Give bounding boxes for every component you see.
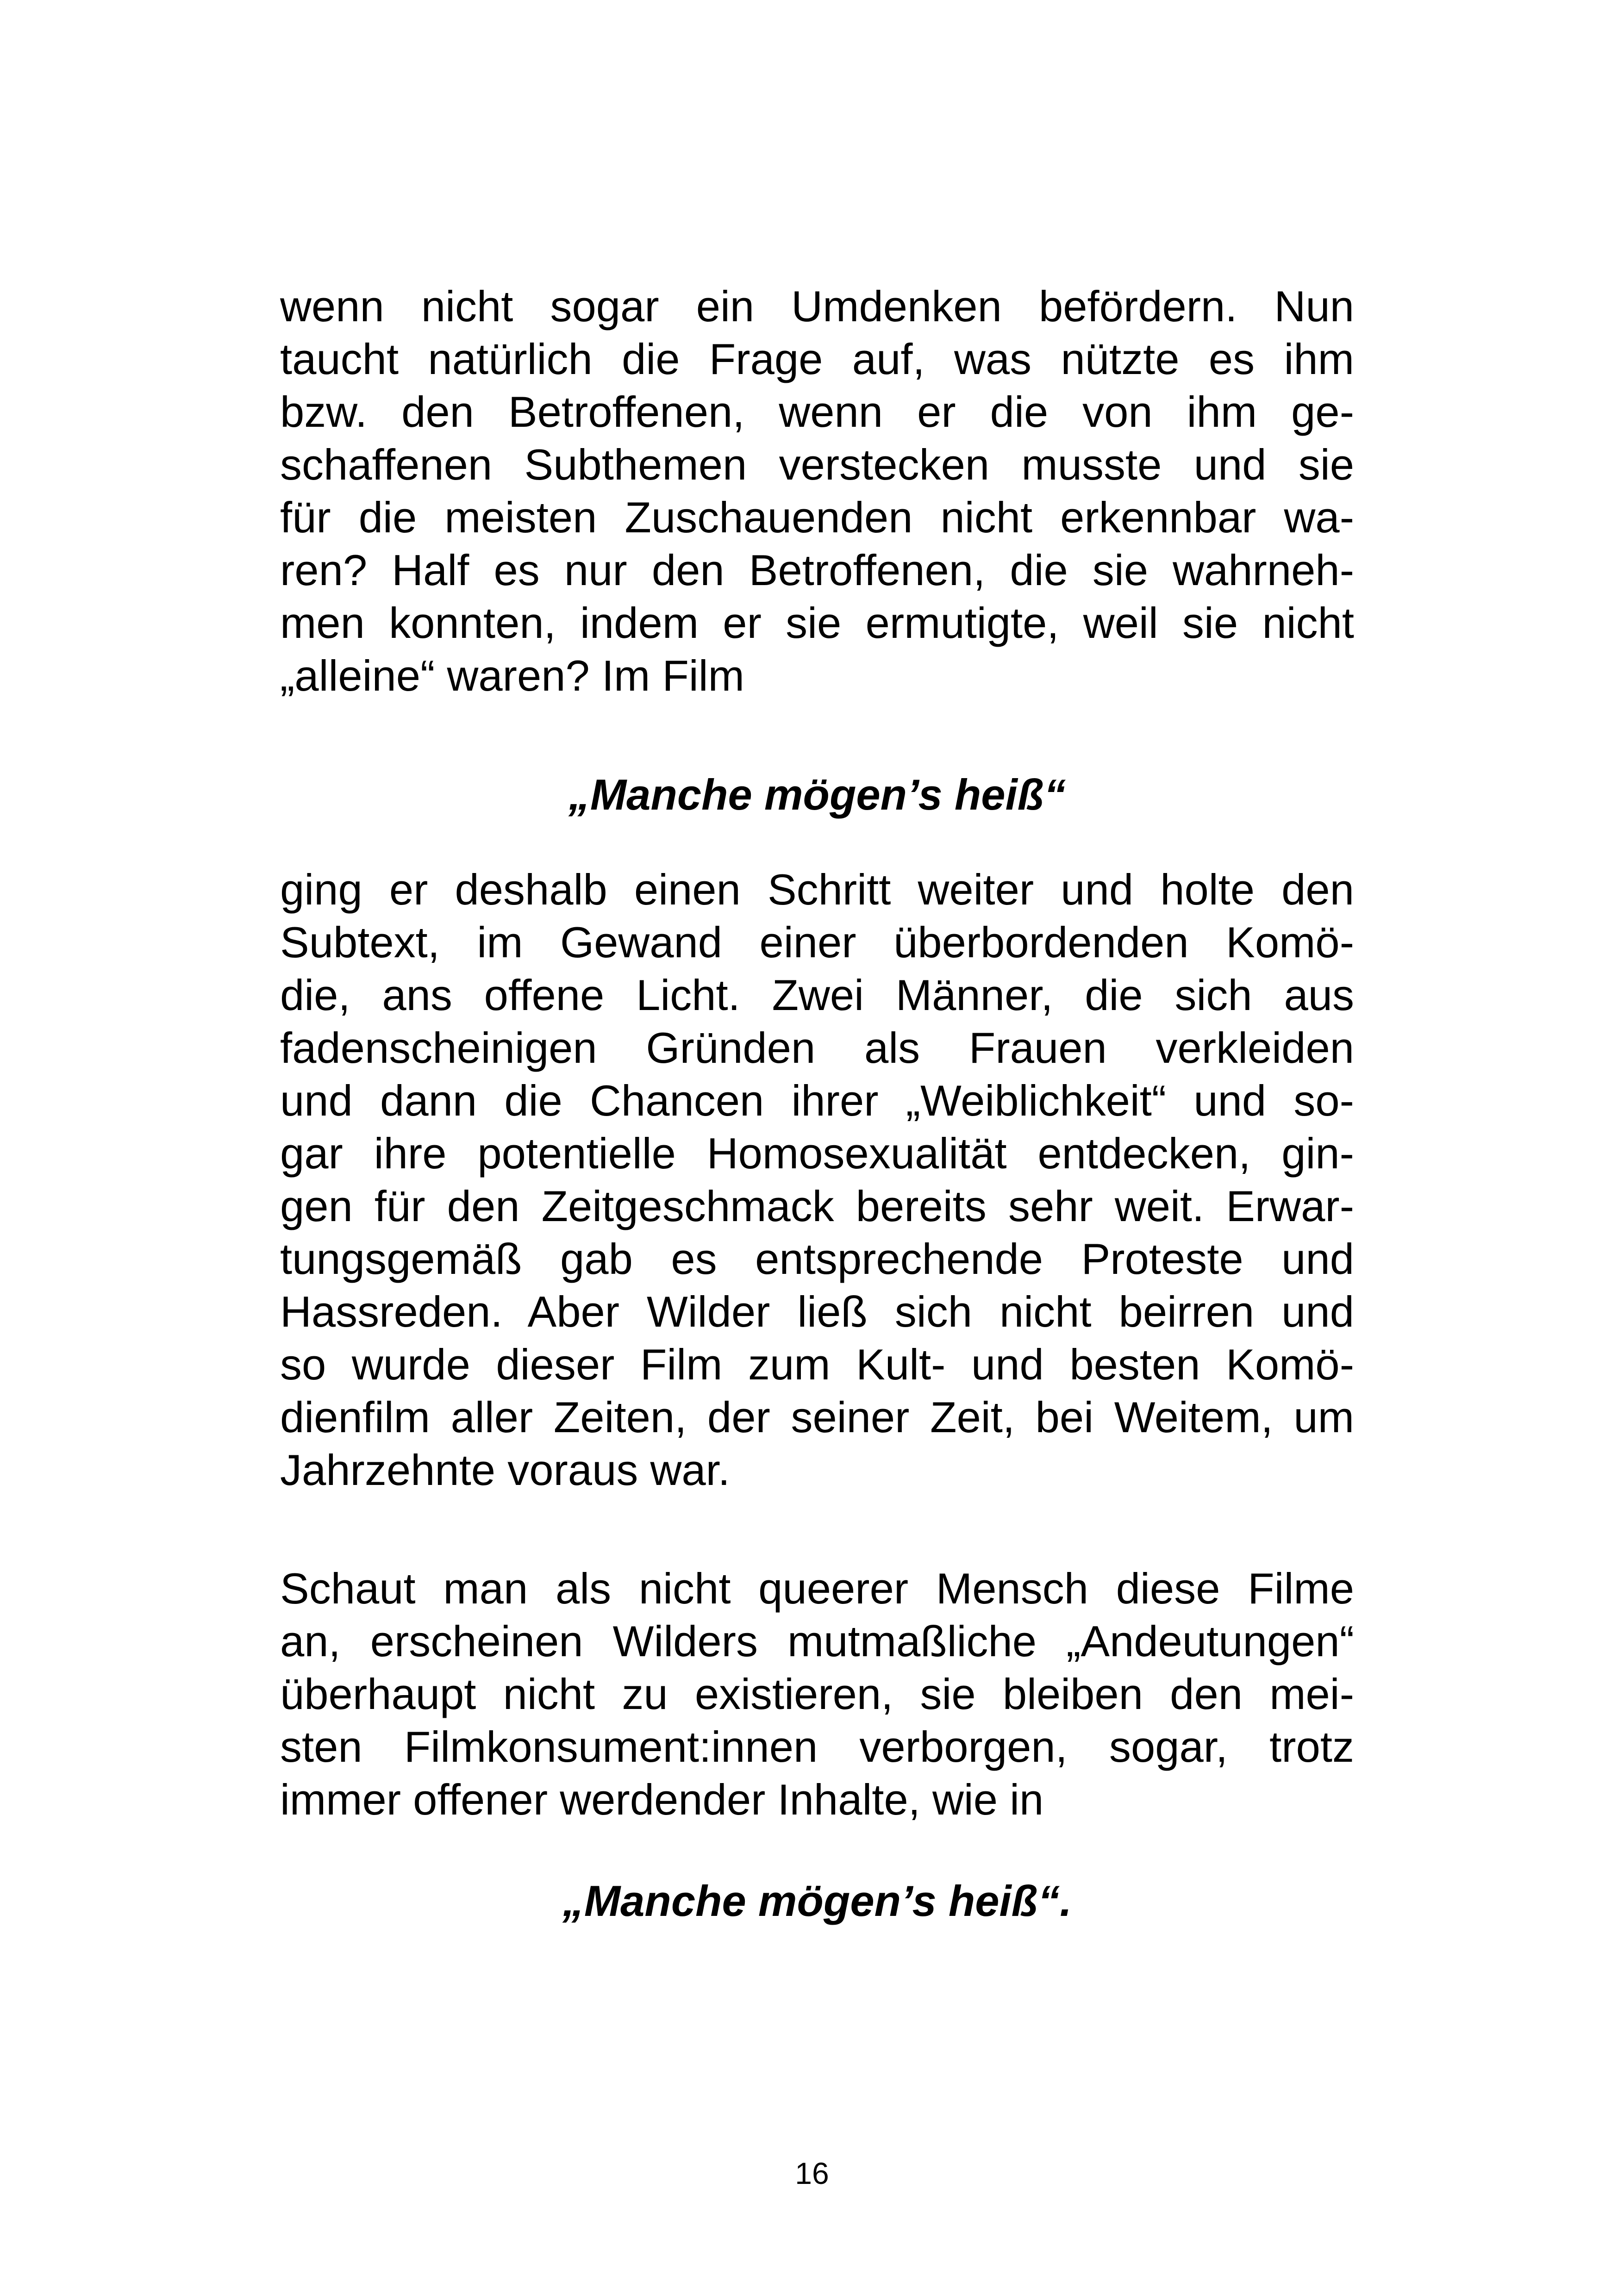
paragraph-1: [280, 280, 1354, 702]
text-line: tungsgemäß gab es entsprechende Proteste und: [280, 1235, 1354, 1283]
text-line: die, ans offene Licht. Zwei Männer, die sich aus: [280, 971, 1354, 1019]
text-line: an, erscheinen Wilders mutmaßliche „Andeutungen“: [280, 1617, 1354, 1665]
paragraph-2: [280, 863, 1354, 1497]
text-line: dienfilm aller Zeiten, der seiner Zeit, bei Weitem, um: [280, 1393, 1354, 1441]
text-line: men konnten, indem er sie ermutigte, weil sie nicht: [280, 599, 1354, 647]
text-line: gen für den Zeitgeschmack bereits sehr weit. Erwar-: [280, 1182, 1354, 1230]
film-title: „Manche mögen’s heiß“.: [562, 1877, 1072, 1925]
text-line: taucht natürlich die Frage auf, was nützte es ihm: [280, 335, 1354, 383]
text-line: gar ihre potentielle Homosexualität entdecken, gin-: [280, 1129, 1354, 1178]
paragraph-3: [280, 1562, 1354, 1826]
text-line: überhaupt nicht zu existieren, sie bleiben den mei-: [280, 1670, 1354, 1718]
text-line: fadenscheinigen Gründen als Frauen verkleiden: [280, 1023, 1354, 1072]
text-line: ging er deshalb einen Schritt weiter und holte den: [280, 865, 1354, 914]
text-line: immer offener werdender Inhalte, wie in: [280, 1775, 1044, 1824]
text-line: Jahrzehnte voraus war.: [280, 1446, 730, 1494]
page-number: 16: [795, 2156, 829, 2190]
text-line: wenn nicht sogar ein Umdenken befördern. Nun: [280, 282, 1354, 331]
film-title: „Manche mögen’s heiß“: [568, 770, 1066, 819]
text-line: schaffenen Subthemen verstecken musste und sie: [280, 440, 1354, 489]
text-line: und dann die Chancen ihrer „Weiblichkeit“ und so-: [280, 1076, 1354, 1125]
text-line: Hassreden. Aber Wilder ließ sich nicht beirren und: [280, 1287, 1354, 1336]
text-line: für die meisten Zuschauenden nicht erkennbar wa-: [280, 493, 1354, 542]
text-line: Schaut man als nicht queerer Mensch diese Filme: [280, 1564, 1354, 1613]
text-line: „alleine“ waren? Im Film: [280, 651, 744, 700]
text-line: bzw. den Betroffenen, wenn er die von ihm ge-: [280, 387, 1354, 436]
text-line: Subtext, im Gewand einer überbordenden Komö-: [280, 918, 1354, 967]
text-line: ren? Half es nur den Betroffenen, die sie wahrneh-: [280, 546, 1354, 594]
text-line: so wurde dieser Film zum Kult- und besten Komö-: [280, 1340, 1354, 1389]
text-line: sten Filmkonsument:innen verborgen, sogar, trotz: [280, 1722, 1354, 1771]
